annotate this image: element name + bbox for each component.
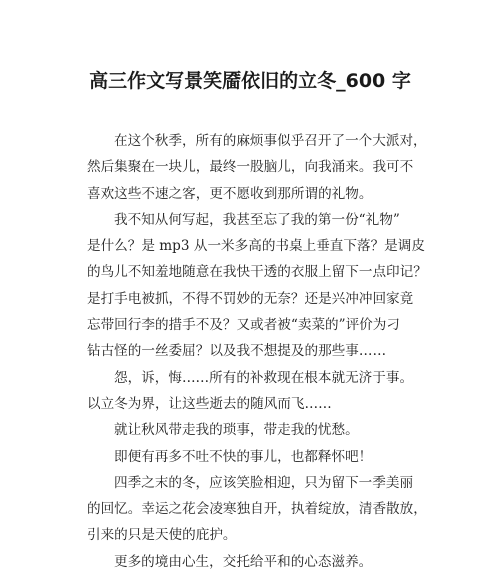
- paragraph-line: 是什么？是 mp3 从一米多高的书桌上垂直下落？是调皮: [87, 238, 425, 255]
- paragraph-line: 就让秋风带走我的琐事，带走我的忧愁。: [114, 422, 359, 439]
- paragraph-line: 在这个秋季，所有的麻烦事似乎召开了一个大派对，: [114, 133, 427, 149]
- paragraph-line: 即便有再多不吐不快的事儿，也都释怀吧！: [114, 448, 373, 465]
- paragraph-line: 的回忆。幸运之花会凌寒独自开，执着绽放，清香散放，: [87, 501, 427, 518]
- paragraph-line: 然后集聚在一块儿，最终一股脑儿，向我涌来。我可不: [87, 159, 414, 176]
- paragraph-line: 是打手电被抓，不得不罚妙的无奈？还是兴冲冲回家竟: [87, 290, 414, 307]
- document-body: [87, 128, 427, 575]
- paragraph-line: 更多的境由心生，交托给平和的心态滋养。: [114, 553, 373, 570]
- paragraph-line: 以立冬为界，让这些逝去的随风而飞……: [87, 395, 332, 412]
- paragraph-line: 引来的只是天使的庇护。: [87, 527, 237, 544]
- paragraph-line: 我不知从何写起，我甚至忘了我的第一份“礼物”: [114, 211, 400, 228]
- paragraph-line: 四季之末的冬，应该笑脸相迎，只为留下一季美丽: [114, 474, 414, 491]
- document-title: 高三作文写景笑靥依旧的立冬_600 字: [89, 70, 411, 92]
- paragraph-line: 怨，诉，悔……所有的补救现在根本就无济于事。: [114, 369, 414, 386]
- paragraph-line: 的鸟儿不知羞地随意在我快干透的衣服上留下一点印记？: [87, 264, 427, 281]
- paragraph-line: 忘带回行李的措手不及？又或者被“卖菜的”评价为刁: [87, 317, 400, 334]
- paragraph-line: 喜欢这些不速之客，更不愿收到那所谓的礼物。: [87, 185, 373, 202]
- paragraph-line: 钻古怪的一丝委屈？以及我不想提及的那些事……: [87, 343, 387, 360]
